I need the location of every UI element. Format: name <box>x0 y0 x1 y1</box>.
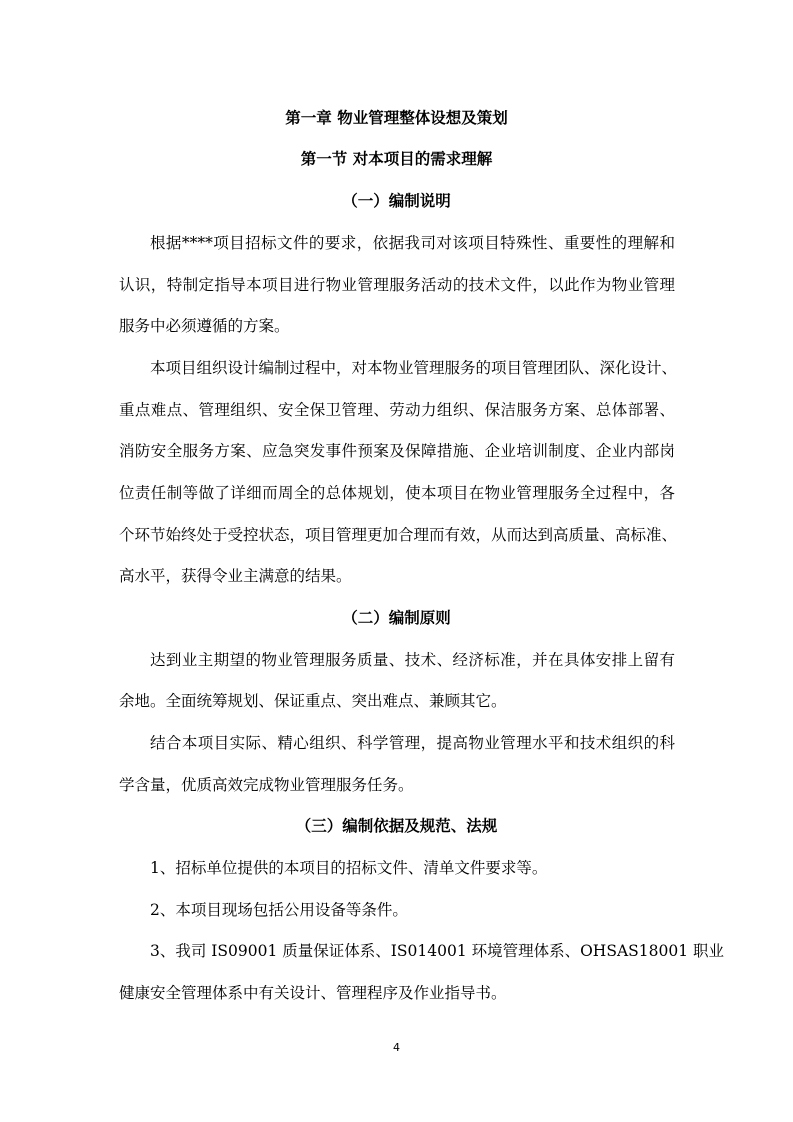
section-title: 第一节 对本项目的需求理解 <box>300 150 493 168</box>
paragraph-line: 根据****项目招标文件的要求，依据我司对该项目特殊性、重要性的理解和 <box>150 234 675 252</box>
paragraph-line: 个环节始终处于受控状态，项目管理更加合理而有效，从而达到高质量、高标准、 <box>119 526 678 544</box>
paragraph-line: 学含量，优质高效完成物业管理服务任务。 <box>119 776 414 794</box>
paragraph-line: 重点难点、管理组织、安全保卫管理、劳动力组织、保洁服务方案、总体部署、 <box>119 401 675 419</box>
chapter-title: 第一章 物业管理整体设想及策划 <box>285 109 508 127</box>
paragraph-line: 1、招标单位提供的本项目的招标文件、清单文件要求等。 <box>150 859 548 877</box>
subsection-title-3: （三）编制依据及规范、法规 <box>295 817 498 835</box>
paragraph-line: 3、我司 IS09001 质量保证体系、IS014001 环境管理体系、OHSAS18001 职业 <box>150 942 724 960</box>
paragraph-line: 2、本项目现场包括公用设备等条件。 <box>150 901 408 919</box>
paragraph-line: 结合本项目实际、精心组织、科学管理，提高物业管理水平和技术组织的科 <box>150 734 675 752</box>
paragraph-line: 消防安全服务方案、应急突发事件预案及保障措施、企业培训制度、企业内部岗 <box>119 442 675 460</box>
paragraph-line: 高水平，获得令业主满意的结果。 <box>119 567 352 585</box>
paragraph-line: 服务中必须遵循的方案。 <box>119 317 290 335</box>
subsection-title-2: （二）编制原则 <box>342 609 451 627</box>
page-number: 4 <box>393 1041 400 1054</box>
paragraph-line: 达到业主期望的物业管理服务质量、技术、经济标准，并在具体安排上留有 <box>150 651 675 669</box>
paragraph-line: 余地。全面统筹规划、保证重点、突出难点、兼顾其它。 <box>119 692 507 710</box>
subsection-title-1: （一）编制说明 <box>342 192 451 210</box>
paragraph-line: 本项目组织设计编制过程中，对本物业管理服务的项目管理团队、深化设计、 <box>150 359 678 377</box>
paragraph-line: 健康安全管理体系中有关设计、管理程序及作业指导书。 <box>119 984 507 1002</box>
paragraph-line: 位责任制等做了详细而周全的总体规划，使本项目在物业管理服务全过程中，各 <box>119 484 675 502</box>
paragraph-line: 认识，特制定指导本项目进行物业管理服务活动的技术文件，以此作为物业管理 <box>119 276 675 294</box>
